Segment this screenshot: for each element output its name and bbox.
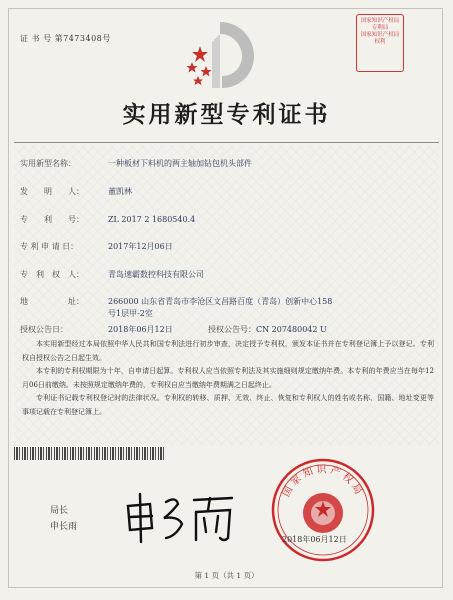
field-label: 专 利 申 请 日： <box>20 242 79 251</box>
director-name: 申长雨 <box>50 522 78 532</box>
corner-stamp-line: 国家知识产权局 <box>360 18 400 24</box>
field-label: 地 址： <box>20 297 84 306</box>
corner-stamp <box>356 14 404 72</box>
description-paragraph: 本实用新型经过本局依照中华人民共和国专利法进行初步审查，决定授予专利权，颁发本证书并在专利登记簿上予以登记。专利权自授权公告之日起生效。 <box>22 340 434 362</box>
seal-title: 国家知识产权局 <box>281 464 365 499</box>
certificate-number: 证 书 号 第7473408号 <box>20 34 111 43</box>
field-label: 专 利 号： <box>20 215 84 224</box>
corner-stamp-line: 专利局 <box>371 25 389 31</box>
corner-stamp-line: 国家知识产权局 <box>360 32 400 38</box>
field-value: 青岛速霸数控科技有限公司 <box>108 270 204 279</box>
emblem-logo <box>180 16 260 94</box>
description-paragraph: 专利证书记载专利权登记时的法律状况。专利权的转移、质押、无效、终止、恢复和专利权人的姓名或名称、国籍、地址变更等事项记载在专利登记簿上。 <box>22 394 434 416</box>
field-value: CN 207480042 U <box>256 325 327 334</box>
field-label: 专 利 权 人： <box>20 270 84 279</box>
field-application-date <box>20 241 173 252</box>
certificate-description <box>22 338 434 419</box>
field-label: 授权公告号： <box>208 325 256 334</box>
barcode <box>14 447 164 460</box>
svg-text:国家知识产权局 <box>280 463 366 499</box>
field-utility-model-name <box>20 158 252 169</box>
field-patent-number <box>20 214 195 225</box>
director-title: 局长 <box>50 506 69 516</box>
seal-date: 2018年06月12日 <box>282 535 347 544</box>
description-paragraph: 本专利的专利权期限为十年，自申请日起算。专利权人应当依照专利法及其实施细则规定缴纳年费。本专利的年费应当在每年12月06日前缴纳。未按照规定缴纳年费的，专利权自应当缴纳年费期满之日起终止。 <box>22 367 434 389</box>
field-value: ZL 2017 2 1680540.4 <box>108 215 196 224</box>
field-value: 266000 山东省青岛市李沧区文昌路百度（青岛）创新中心158号1层甲-2室 <box>108 297 333 318</box>
field-value: 一种板材下料机的两主轴加钻包机头部件 <box>108 159 252 168</box>
field-value: 2017年12月06日 <box>108 242 173 251</box>
seal-text <box>268 455 378 565</box>
field-value: 董凯林 <box>108 187 132 196</box>
title-divider <box>14 142 439 143</box>
director-signature <box>120 488 240 544</box>
page-footer: 第 1 页（共 1 页） <box>194 571 259 580</box>
field-label: 授权公告日： <box>20 325 68 334</box>
field-label: 发 明 人： <box>20 187 84 196</box>
field-value: 2018年06月12日 <box>108 325 173 334</box>
field-address <box>20 296 340 320</box>
field-inventor <box>20 186 132 197</box>
field-patentee <box>20 269 204 280</box>
field-grant-announcement <box>20 324 327 335</box>
corner-stamp-line: 权利 <box>374 39 386 45</box>
certificate-title: 实用新型专利证书 <box>122 101 331 128</box>
field-label: 实用新型名称： <box>20 159 76 168</box>
